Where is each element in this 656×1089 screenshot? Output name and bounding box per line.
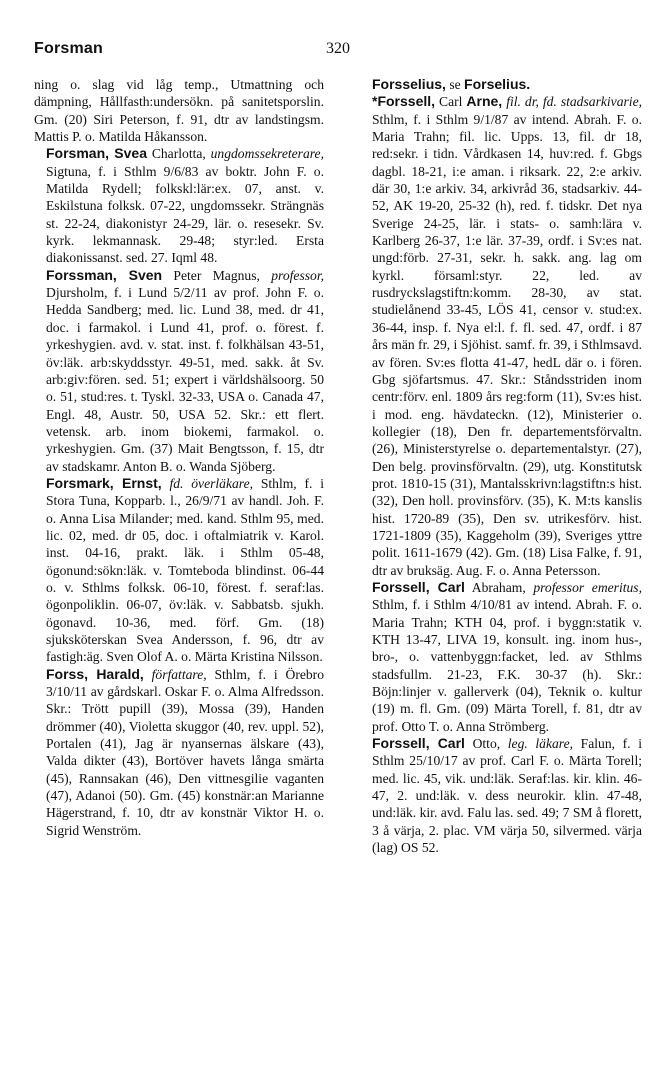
entry-occupation: ungdomssekreterare,	[210, 146, 324, 162]
entry-given-names: Charlotta,	[147, 146, 211, 162]
entry-headword: Forssell, Carl	[372, 578, 465, 595]
right-column	[360, 76, 642, 856]
page-header	[34, 40, 616, 64]
entry-occupation: leg. läkare,	[507, 736, 574, 752]
entry-text: Sthlm, f. i Stora Tuna, Kopparb. l., 26/9/71 av handl. Joh. F. o. Anna Lisa Milander; med. kand. Sthlm 95, med. lic. 02, med. dr 05, doc. i oftalmiatrik v. Karol. inst. 04-16, prakt. läk. i Sthlm 05-48, ögonund:sökn:läk. v. Tomteboda blindinst. 06-44 o. v. Sthlms folksk. 06-10, förest. f. seraf:las. ögonpoliklin. 06-07, öv:läk. v. Sabbatsb. sjukh. ögonavd. 10-36, med. förf. Gm. (18) sjuksköterskan Svea Andersson, f. 96, dtr av fastigh:äg. Sven Olof A. o. Märta Kristina Nilsson.	[46, 475, 324, 665]
entry-headword-callname: Arne,	[466, 93, 503, 110]
entry-given-names: Otto,	[464, 736, 508, 752]
entry-text: ning o. slag vid låg temp., Utmattning och dämpning, Hållfasth:undersökn. på sanitetsporslin. Gm. (20) Siri Peterson, f. 91, dtr av landstingsm. Mattis P. o. Matilda Håkansson.	[34, 77, 324, 145]
entry-text: Sigtuna, f. i Sthlm 9/6/83 av boktr. John F. o. Matilda Rydell; folkskl:lär:ex. 07, anst. v. Eskilstuna folksk. 07-22, ungdomssekr. Strängnäs st. 22-24, diakonistyr 24-29, lär. o. resesekr. Sv. kyrk. lekmannask. 29-48; styr:led. Ersta diakonissanst. sed. 27. Iqml 48.	[46, 163, 324, 266]
entry-text: Falun, f. i Sthlm 25/10/17 av prof. Carl F. o. Märta Torell; med. lic. 45, vik. und:läk. Seraf:las. kir. klin. 46-47, 2. und:läk. v. dess neurokir. klin. 47-48, und:läk. kir. avd. Falu las. sed. 49; 7 SM å florett, 3 å värja, 2. plac. VM värja 50, silvermed. värja (lag) OS 52.	[372, 736, 642, 856]
entry-headword: Forsselius,	[372, 76, 446, 92]
entry-headword: Forsmark, Ernst,	[46, 474, 162, 491]
entry-occupation: professor,	[271, 267, 324, 283]
entry-cross-ref-word: se	[445, 77, 465, 92]
entry-text: Sthlm, f. i Örebro 3/10/11 av gårdskarl. Oskar F. o. Alma Alfredsson. Skr.: Trött pupill (39), Mossa (39), Handen drömmer (40), Violetta skuggor (40, rev. uppl. 52), Portalen (41), Jag är nyansernas älskare (43), Valda dikter (43), Bortöver havets långa smärta (45), Rannsakan (46), Den vittnesgilie vaganten (47), Adanoi (50). Gm. (45) konstnär:an Marianne Hägerstrand, f. 10, dtr av konstnär Viktor H. o. Sigrid Wenström.	[46, 666, 324, 838]
entry-headword: Forss, Harald,	[46, 665, 144, 682]
entry-forsselius	[360, 76, 642, 93]
entry-occupation: fil. dr, fd. stadsarkivarie,	[502, 94, 642, 110]
entry-forssell-carl-abraham	[360, 579, 642, 735]
running-head: Forsman	[34, 40, 103, 57]
entry-given-names	[144, 667, 152, 682]
entry-given-names: Peter Magnus,	[162, 267, 272, 283]
entry-headword: Forsman, Svea	[46, 145, 148, 162]
entry-text: Djursholm, f. i Lund 5/2/11 av prof. John F. o. Hedda Sandberg; med. lic. Lund 38, med. dr 41, doc. i farmakol. i Lund 41, prof. o. förest. f. yrkeshygien. avd. v. stat. inst. f. folkhälsan 43-51, öv:läk. arb:skyddsstyr. 49-51, med. sakk. åt Sv. arb:giv:fören. sed. 51; expert i världshälsoorg. 50 o. 51, stud:res. t. Tyskl. 32-33, USA o. Canada 47, Engl. 48, Austr. 50, USA 52. Skr.: ett flert. vetensk. arb. inom biokemi, farmakol. o. yrkeshygien. Gm. (37) Mait Bengtsson, f. 15, dtr av stadskamr. Anton B. o. Wanda Sjöberg.	[46, 285, 324, 474]
entry-occupation: fd. överläkare,	[169, 475, 254, 491]
entry-forssman-sven	[34, 267, 324, 475]
entry-forsman-svea	[34, 145, 324, 266]
entry-text: Sthlm, f. i Sthlm 9/1/87 av intend. Abrah. F. o. Maria Trahn; fil. lic. Upps. 13, fil. dr 18, red:sekr. i tidn. Vårdkasen 14, huv:red. f. Gbgs dagbl. 18-21, i:e aman. i riksark. 22, 2:e arkiv. där 30, 1:e arkiv. 34, arkivråd 36, stadsarkiv. 44-52, AK 19-20, 25-32 (h), red. f. tidskr. Det nya Sverige 24-25, lär. i stats- o. samh:lära v. Karlberg 26-37, 1:e lär. 37-39, ordf. i Sv:es nat. ungd:förb. 27-31, sekr. h. sakk. ang. lag om kyrkl. församl:styr. 22, led. av rusdryckslagstiftn:komm. 28-30, av stat. studielånend 33-45, LÖS 41, censor v. stud:ex. 36-44, insp. f. Nya el:l. f. fl. sed. 47, ordf. i 87 års män fr. 29, i Sjöhist. samf. fr. 39, i Sthlmsavd. av fören. Sv:es flotta 41-47, hedL där o. i fören. Gbg sjöfartsmus. 47. Skr.: Ståndsstriden inom centr:förv. enl. 1809 års reg:form (11), Sv:es hist. i mod. eng. hävdateckn. (12), Ministerier o. kollegier (18), Den fr. departementsförvaltn. (26), Ministerstyrelse o. departementalstyr. (27), Den belg. provinsförvaltn. (29), utg. Konstitutsk prot. 1810-15 (31), Mantalsskrivn:lagstiftn:s hist. (32), Den holl. provinsförv. (35), K. M:ts kanslis hist. 1720-89 (35), Den sv. utrikesförv. hist. 1721-1809 (35), Kaggeholm (39), Sveriges yttre polit. 1611-1679 (42). Gm. (18) Lisa Falke, f. 91, dtr av bruksäg. Aug. F. o. Anna Petersson.	[372, 111, 642, 578]
left-column	[34, 76, 324, 839]
entry-forssell-carl-arne	[360, 93, 642, 579]
entry-forss-harald	[34, 666, 324, 839]
page-number: 320	[326, 40, 350, 57]
entry-occupation: professor emeritus,	[533, 579, 642, 595]
entry-continuation	[34, 76, 324, 145]
entry-given-names: Carl	[435, 94, 467, 110]
entry-forssell-carl-otto	[360, 735, 642, 856]
entry-cross-ref-target: Forselius.	[464, 76, 531, 92]
entry-given-names: Abraham,	[464, 579, 534, 595]
entry-headword: Forssman, Sven	[46, 266, 163, 283]
entry-headword: *Forssell,	[372, 93, 436, 110]
entry-occupation: författare,	[151, 666, 207, 682]
entry-text: Sthlm, f. i Sthlm 4/10/81 av intend. Abrah. F. o. Maria Trahn; KTH 04, prof. i byggn:statik v. KTH 13-47, LIVA 19, konsult. ing. inom hus-, bro-, o. vattenbyggn:facket, led. av Sthlms stadsfullm. 21-23, F.K. 30-37 (h). Skr.: Böjn:linjer v. gallerverk (04), Teknik o. kultur (19) m. fl. Gm. (09) Märta Torell, f. 81, dtr av prof. Otto T. o. Anna Strömberg.	[372, 597, 642, 734]
entry-forsmark-ernst	[34, 475, 324, 666]
entry-headword: Forssell, Carl	[372, 735, 465, 752]
